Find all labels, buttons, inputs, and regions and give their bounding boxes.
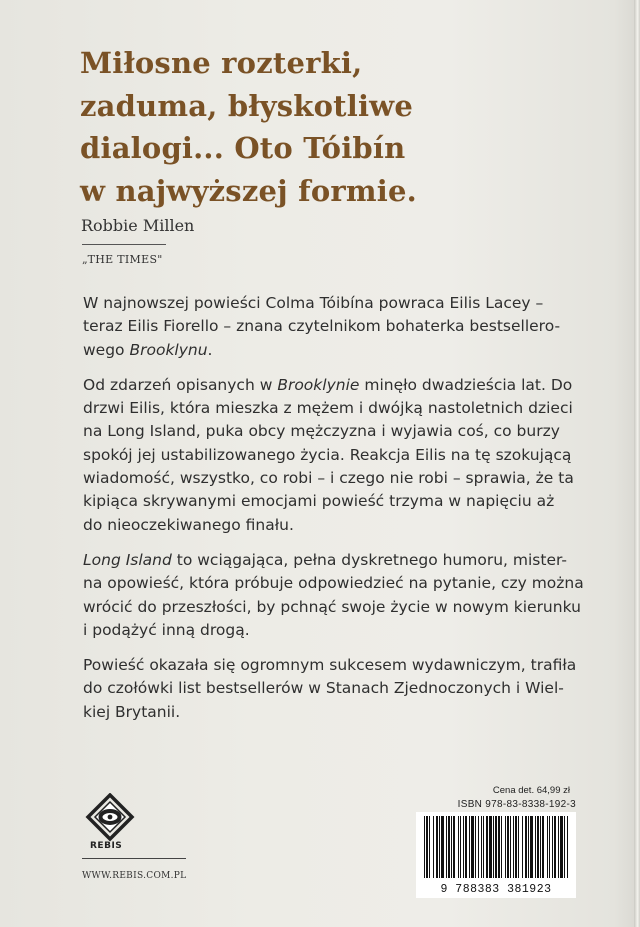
- book-title-italic: Brooklynu: [129, 340, 208, 359]
- barcode-bar: [560, 816, 563, 878]
- barcode-bar: [446, 816, 447, 878]
- cover-edge: [634, 0, 640, 927]
- barcode-bar: [429, 816, 430, 878]
- quote-source: „THE TIMES": [82, 253, 163, 266]
- barcode-bar: [451, 816, 452, 878]
- barcode-bar: [552, 816, 553, 878]
- barcode-bar: [426, 816, 428, 878]
- book-title-italic: Long Island: [83, 550, 172, 569]
- barcode-bar: [525, 816, 527, 878]
- publisher-divider: [82, 858, 186, 859]
- barcode-bar: [486, 816, 488, 878]
- text-fragment: to wciągająca, pełna dyskretnego humoru, mister-: [171, 550, 567, 569]
- text-line: [83, 374, 575, 397]
- barcode-bar: [540, 816, 541, 878]
- text-fragment: .: [207, 340, 213, 359]
- barcode-bar: [453, 816, 455, 878]
- barcode-panel: [416, 785, 576, 911]
- text-fragment: wego: [83, 340, 130, 359]
- barcode-bar: [465, 816, 467, 878]
- author-divider: [82, 244, 166, 245]
- barcode-bar: [436, 816, 438, 878]
- barcode-bar: [518, 816, 519, 878]
- barcode-bar: [505, 816, 506, 878]
- barcode-bar: [554, 816, 556, 878]
- barcode-bar: [558, 816, 559, 878]
- barcode-bar: [458, 816, 459, 878]
- barcode-bar: [493, 816, 494, 878]
- barcode-bar: [507, 816, 509, 878]
- barcode-bar: [439, 816, 440, 878]
- barcode-bar: [433, 816, 434, 878]
- text-line: Powieść okazała się ogromnym sukcesem wydawniczym, trafiła: [83, 656, 577, 675]
- barcode-bar: [564, 816, 565, 878]
- description-paragraph: [83, 549, 584, 642]
- barcode-area: [416, 812, 576, 882]
- barcode-bar: [535, 816, 536, 878]
- barcode-bar: [424, 816, 425, 878]
- book-title-italic: Brooklynie: [277, 375, 360, 394]
- description-paragraph: [83, 374, 575, 537]
- barcode-bar: [547, 816, 548, 878]
- description-paragraph: [83, 292, 575, 362]
- quote-line: Miłosne rozterki,: [80, 46, 363, 80]
- barcode-bar: [498, 816, 500, 878]
- text-line: kipiąca skrywanymi emocjami powieść trzyma w napięciu aż: [83, 492, 555, 511]
- text-line: do nieoczekiwanego finału.: [83, 515, 294, 534]
- quote-line: zaduma, błyskotliwe: [80, 88, 413, 123]
- review-quote: [80, 42, 600, 212]
- text-line: kiej Brytanii.: [83, 702, 181, 721]
- barcode-bar: [537, 816, 539, 878]
- barcode-bar: [528, 816, 529, 878]
- text-line: wiadomość, wszystko, co robi – i czego nie robi – sprawia, że ta: [83, 469, 574, 488]
- barcode-bar: [475, 816, 476, 878]
- text-line: na Long Island, puka obcy mężczyzna i wyjawia coś, co burzy: [83, 422, 560, 441]
- publisher-website: WWW.REBIS.COM.PL: [82, 871, 187, 881]
- barcode-bar: [567, 816, 568, 878]
- text-fragment: Od zdarzeń opisanych w: [83, 375, 278, 394]
- barcode-bar: [478, 816, 479, 878]
- barcode-bar: [515, 816, 517, 878]
- barcode-bar: [441, 816, 444, 878]
- description-paragraph: [83, 654, 575, 724]
- barcode-bar: [549, 816, 550, 878]
- text-line: teraz Eilis Fiorello – znana czytelnikom bohaterka bestsellero-: [83, 317, 561, 336]
- barcode-digits: 9 788383 381923: [416, 882, 576, 898]
- text-line: [83, 339, 575, 362]
- barcode-bars-icon: [424, 816, 570, 878]
- book-description: [83, 292, 584, 736]
- barcode-bar: [542, 816, 544, 878]
- barcode-bar: [495, 816, 497, 878]
- barcode-bar: [510, 816, 511, 878]
- barcode-bar: [483, 816, 484, 878]
- barcode-bar: [501, 816, 502, 878]
- barcode-bar: [513, 816, 514, 878]
- barcode-bar: [448, 816, 450, 878]
- quote-line: w najwyższej formie.: [80, 173, 417, 208]
- barcode-bar: [460, 816, 461, 878]
- barcode-bar: [463, 816, 464, 878]
- text-line: i podążyć inną drogą.: [83, 620, 250, 639]
- quote-author: Robbie Millen: [81, 216, 195, 235]
- text-line: na opowieść, która próbuje odpowiedzieć na pytanie, czy można: [83, 574, 584, 593]
- text-line: drzwi Eilis, która mieszka z mężem i dwójką nastoletnich dzieci: [83, 399, 573, 418]
- publisher-name: REBIS: [90, 841, 123, 851]
- text-fragment: minęło dwadzieścia lat. Do: [359, 375, 573, 394]
- text-line: wrócić do przeszłości, by pchnąć swoje życie w nowym kierunku: [83, 597, 581, 616]
- barcode-bar: [481, 816, 482, 878]
- text-line: W najnowszej powieści Colma Tóibína powraca Eilis Lacey –: [83, 294, 544, 312]
- price-label: Cena det. 64,99 zł: [492, 785, 570, 796]
- barcode-bar: [489, 816, 492, 878]
- barcode-bar: [469, 816, 470, 878]
- text-line: do czołówki list bestsellerów w Stanach Zjednoczonych i Wiel-: [83, 679, 564, 698]
- text-line: spokój jej ustabilizowanego życia. Reakcja Eilis na tę szokującą: [83, 445, 572, 464]
- barcode-bar: [471, 816, 474, 878]
- quote-line: dialogi... Oto Tóibín: [80, 131, 406, 165]
- text-line: [83, 549, 575, 572]
- barcode-bar: [530, 816, 533, 878]
- isbn-label: ISBN 978-83-8338-192-3: [457, 799, 576, 810]
- barcode-bar: [522, 816, 523, 878]
